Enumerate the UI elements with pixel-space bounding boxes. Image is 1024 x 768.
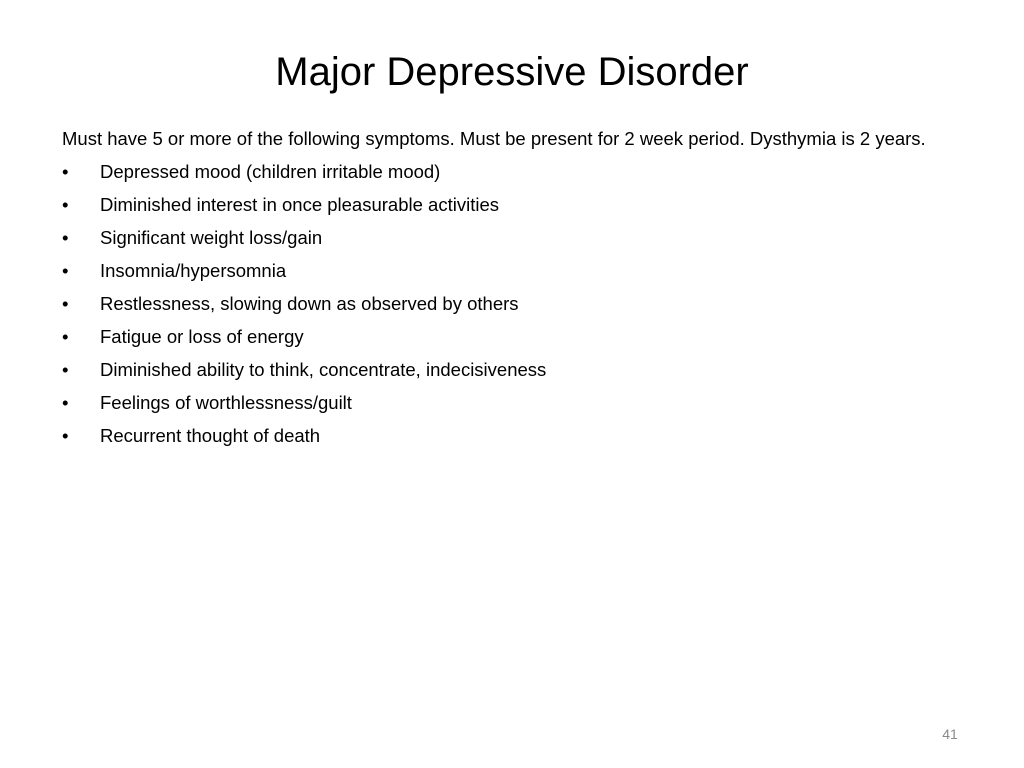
list-item-text: Depressed mood (children irritable mood) <box>100 161 441 182</box>
list-item <box>62 324 962 350</box>
list-item-text: Recurrent thought of death <box>100 425 321 446</box>
list-item <box>62 192 962 218</box>
slide-title: Major Depressive Disorder <box>275 50 749 94</box>
bullet-icon: • <box>62 293 69 314</box>
bullet-icon: • <box>62 392 69 413</box>
list-item <box>62 258 962 284</box>
list-item <box>62 159 962 185</box>
bullet-icon: • <box>62 161 69 182</box>
intro-text: Must have 5 or more of the following symptoms. Must be present for 2 week period. Dysthymia is 2 years. <box>62 128 926 149</box>
list-item-text: Feelings of worthlessness/guilt <box>100 392 352 413</box>
list-item <box>62 357 962 383</box>
list-item <box>62 390 962 416</box>
page-number: 41 <box>942 726 958 742</box>
list-item <box>62 225 962 251</box>
list-item-text: Significant weight loss/gain <box>100 227 323 248</box>
bullet-icon: • <box>62 227 69 248</box>
list-item-text: Fatigue or loss of energy <box>100 326 304 347</box>
bullet-icon: • <box>62 194 69 215</box>
list-item-text: Insomnia/hypersomnia <box>100 260 287 281</box>
list-item <box>62 291 962 317</box>
list-item-text: Diminished ability to think, concentrate, indecisiveness <box>100 359 547 380</box>
slide-body <box>62 126 962 456</box>
bullet-icon: • <box>62 425 69 446</box>
bullet-icon: • <box>62 326 69 347</box>
bullet-icon: • <box>62 260 69 281</box>
list-item <box>62 423 962 449</box>
symptom-list <box>62 159 962 449</box>
list-item-text: Restlessness, slowing down as observed by others <box>100 293 519 314</box>
list-item-text: Diminished interest in once pleasurable activities <box>100 194 499 215</box>
bullet-icon: • <box>62 359 69 380</box>
